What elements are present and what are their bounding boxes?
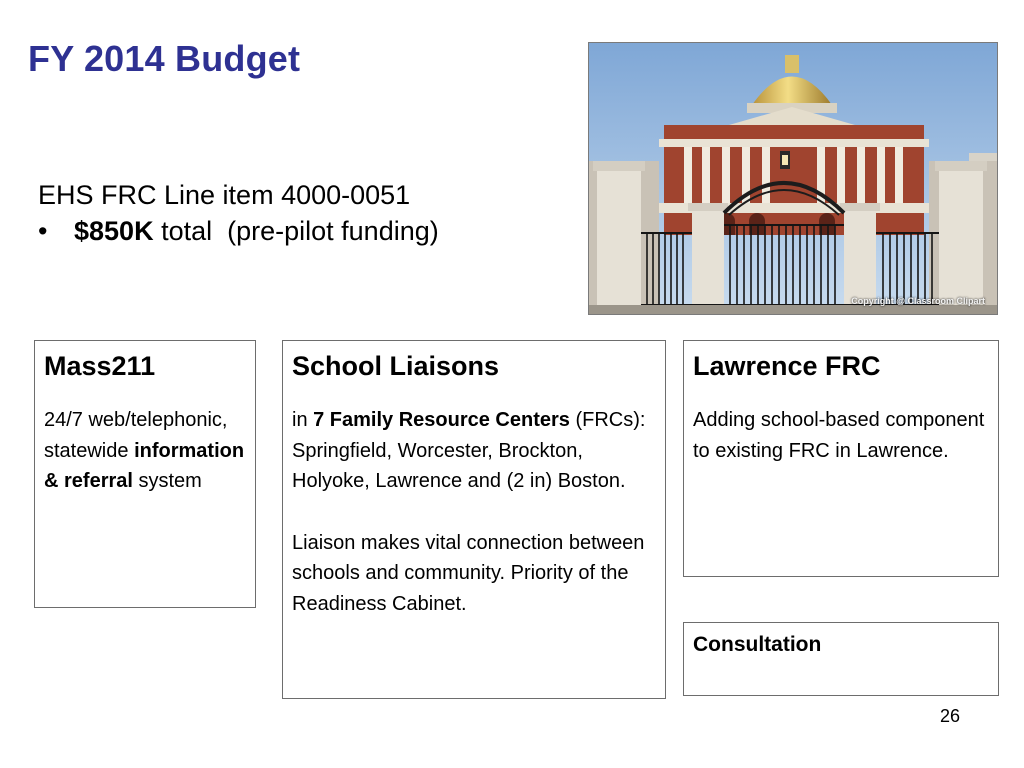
consultation-box	[683, 622, 999, 696]
funding-description: total (pre-pilot funding)	[153, 216, 439, 246]
state-house-illustration	[589, 43, 998, 315]
mass211-box	[34, 340, 256, 608]
lawrence-frc-title: Lawrence FRC	[693, 351, 881, 381]
slide-title: FY 2014 Budget	[28, 38, 301, 79]
mass211-emphasis: information & referral	[44, 439, 245, 492]
lawrence-frc-body: Adding school-based component to existing FRC in Lawrence.	[693, 409, 985, 462]
line-item-heading: EHS FRC Line item 4000-0051	[38, 180, 411, 210]
school-liaisons-title: School Liaisons	[292, 351, 500, 381]
mass211-text: 24/7 web/telephonic, statewide	[44, 409, 228, 462]
mass211-title: Mass211	[44, 351, 156, 381]
school-liaisons-paragraph-2: Liaison makes vital connection between schools and community. Priority of the Readiness Cabinet.	[292, 531, 645, 615]
liaisons-frc-locations: (FRCs): Springfield, Worcester, Brockton, Holyoke, Lawrence and (2 in) Boston.	[292, 409, 646, 492]
liaisons-frc-count: 7 Family Resource Centers	[313, 409, 570, 431]
line-item-block	[38, 177, 439, 249]
funding-amount: $850K	[74, 216, 154, 246]
photo-copyright: Copyright @ Classroom Clipart	[851, 296, 985, 306]
funding-bullet	[38, 213, 439, 249]
lawrence-frc-box	[683, 340, 999, 577]
school-liaisons-body	[292, 405, 656, 619]
bullet-icon: •	[38, 216, 48, 246]
school-liaisons-box	[282, 340, 666, 699]
mass211-text-end: system	[132, 470, 202, 492]
page-number: 26	[940, 706, 961, 726]
consultation-title: Consultation	[693, 633, 822, 656]
mass211-body	[44, 405, 246, 497]
liaisons-text: in	[292, 409, 314, 431]
state-house-photo	[588, 42, 998, 315]
school-liaisons-paragraph-1	[292, 405, 656, 497]
